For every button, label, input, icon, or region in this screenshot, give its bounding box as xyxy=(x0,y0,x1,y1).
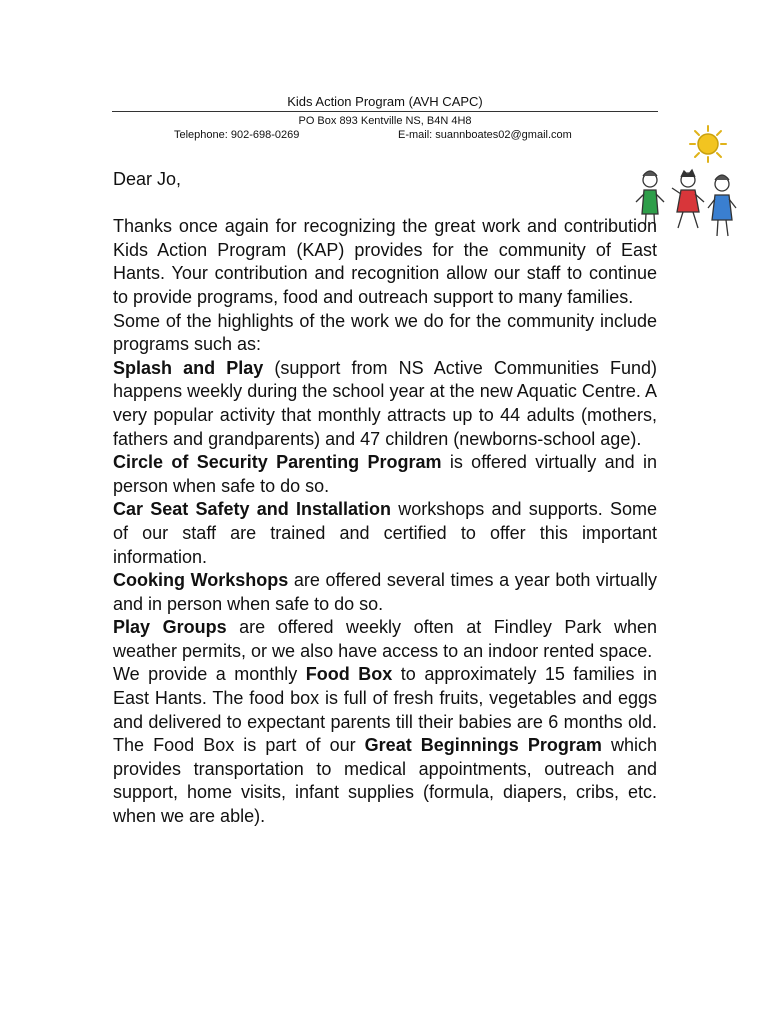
organization-title: Kids Action Program (AVH CAPC) xyxy=(287,94,483,109)
telephone-number: Telephone: 902-698-0269 xyxy=(174,129,300,141)
great-beginnings-description: which provides transportation to medical appointments, outreach and support, home visits, infant supplies (formula, diapers, cribs, etc. when we are able). xyxy=(113,735,657,827)
food-box-description: to approximately 15 families in East Hants. The food box is full of fresh fruits, vegetables and eggs and delivered to expectant parents till their babies are 6 months old. The Food Box is part of our xyxy=(113,664,657,756)
program-description: is offered virtually and in person when safe to do so. xyxy=(113,452,657,496)
program-name: Cooking Workshops xyxy=(113,570,289,591)
program-name: Food Box xyxy=(305,664,393,685)
sun-icon xyxy=(690,126,726,162)
program-name-great-beginnings: Great Beginnings Program xyxy=(364,735,602,756)
program-circle-of-security xyxy=(113,451,657,498)
program-name: Circle of Security Parenting Program xyxy=(113,452,442,473)
child-figure-blue xyxy=(708,175,736,236)
greeting: Dear Jo, xyxy=(113,169,182,189)
program-name: Car Seat Safety and Installation xyxy=(113,499,391,520)
food-box-lead: We provide a monthly xyxy=(113,664,306,685)
letter-body xyxy=(113,168,657,829)
program-food-box xyxy=(113,663,657,828)
program-description: workshops and supports. Some of our staff are trained and certified to offer this important information. xyxy=(113,499,657,567)
header-divider xyxy=(112,111,658,112)
highlights-intro: Some of the highlights of the work we do for the community include programs such as: xyxy=(113,310,657,355)
program-description: (support from NS Active Communities Fund) happens weekly during the school year at the new Aquatic Centre. A very popular activity that monthly attracts up to 44 adults (mothers, fathers and grandparents) and 47 children (newborns-school age). xyxy=(113,357,657,449)
program-name: Splash and Play xyxy=(113,357,264,378)
program-name: Play Groups xyxy=(113,617,227,638)
intro-paragraph: Thanks once again for recognizing the great work and contribution Kids Action Program (KAP) provides for the community of East Hants. Your contribution and recognition allow our staff to continue to provide programs, food and outreach support to many families. xyxy=(113,216,657,307)
mailing-address: PO Box 893 Kentville NS, B4N 4H8 xyxy=(298,115,472,127)
child-figure-red xyxy=(672,170,704,228)
program-description: are offered weekly often at Findley Park when weather permits, or we also have access to an indoor rented space. xyxy=(113,617,658,661)
program-car-seat-safety xyxy=(113,498,657,569)
program-splash-and-play xyxy=(113,357,657,451)
program-cooking-workshops xyxy=(113,569,657,616)
email-address: E-mail: suannboates02@gmail.com xyxy=(398,129,572,141)
program-description: are offered several times a year both virtually and in person when safe to do so. xyxy=(113,570,657,614)
program-play-groups xyxy=(113,616,657,663)
